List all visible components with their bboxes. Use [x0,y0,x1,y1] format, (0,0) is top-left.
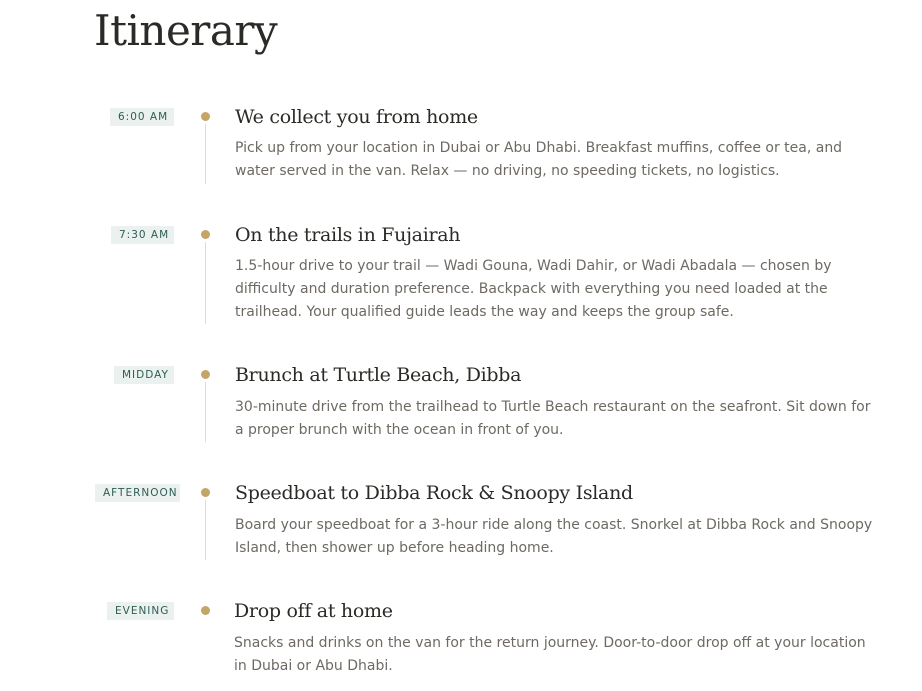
timeline-dot-icon [201,230,210,239]
time-badge: 7:30 AM [111,226,174,244]
timeline-dot-icon [201,488,210,497]
item-description: 1.5-hour drive to your trail — Wadi Gouna, Wadi Dahir, or Wadi Abadala — chosen by difficulty and duration preference. Backpack with everything you need loaded at the trailhead. Your qualified guide leads the way and keeps the group safe. [235,258,832,320]
time-badge: 6:00 AM [110,108,174,126]
time-badge: MIDDAY [114,366,174,384]
timeline-dot-icon [201,606,210,615]
item-description: 30-minute drive from the trailhead to Turtle Beach restaurant on the seafront. Sit down for a proper brunch with the ocean in front of you. [235,399,871,438]
item-title: Brunch at Turtle Beach, Dibba [235,364,522,386]
item-description: Snacks and drinks on the van for the return journey. Door-to-door drop off at your location in Dubai or Abu Dhabi. [234,635,866,674]
timeline-dot-icon [201,370,210,379]
timeline-connector [205,242,206,324]
item-title: On the trails in Fujairah [235,224,461,246]
timeline-dot-icon [201,112,210,121]
timeline-connector [205,124,206,184]
time-badge: EVENING [107,602,174,620]
time-badge: AFTERNOON [95,484,180,502]
timeline-connector [205,382,206,442]
page-title: Itinerary [94,6,278,55]
item-description: Pick up from your location in Dubai or Abu Dhabi. Breakfast muffins, coffee or tea, and water served in the van. Relax — no driving, no speeding tickets, no logistics. [235,140,843,179]
item-title: Speedboat to Dibba Rock & Snoopy Island [235,482,633,504]
item-title: We collect you from home [235,106,478,128]
item-title: Drop off at home [234,600,393,622]
item-description: Board your speedboat for a 3-hour ride along the coast. Snorkel at Dibba Rock and Snoopy Island, then shower up before heading home. [235,517,873,556]
timeline-connector [205,500,206,560]
